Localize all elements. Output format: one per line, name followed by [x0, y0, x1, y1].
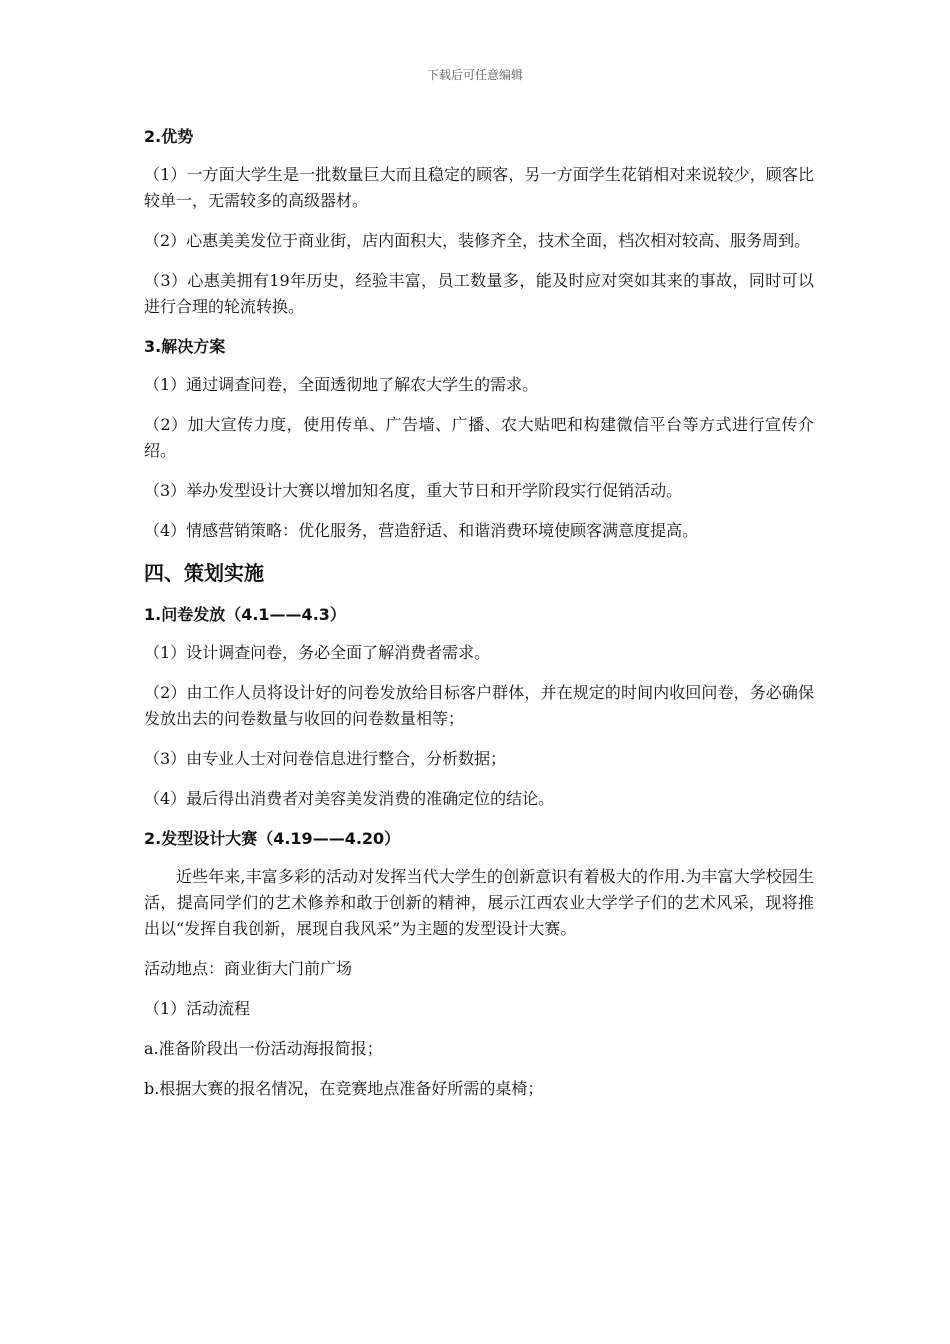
paragraph: 活动地点：商业街大门前广场 — [144, 959, 353, 978]
section-heading-questionnaire: 1.问卷发放（4.1——4.3） — [144, 605, 346, 624]
paragraph: b.根据大赛的报名情况，在竞赛地点准备好所需的桌椅； — [144, 1079, 544, 1098]
section-heading-contest: 2.发型设计大赛（4.19——4.20） — [144, 829, 401, 848]
chapter-heading-implementation: 四、策划实施 — [144, 561, 264, 585]
paragraph: （3）举办发型设计大赛以增加知名度，重大节日和开学阶段实行促销活动。 — [144, 481, 683, 500]
paragraph: （2）由工作人员将设计好的问卷发放给目标客户群体，并在规定的时间内收回问卷，务必确保发放出去的问卷数量与收回的问卷数量相等； — [144, 683, 814, 728]
paragraph: （4）最后得出消费者对美容美发消费的准确定位的结论。 — [144, 789, 555, 808]
section-heading-solutions: 3.解决方案 — [144, 337, 226, 356]
paragraph: a.准备阶段出一份活动海报简报； — [144, 1039, 383, 1058]
paragraph: （2）加大宣传力度，使用传单、广告墙、广播、农大贴吧和构建微信平台等方式进行宣传介绍。 — [144, 415, 814, 460]
paragraph: 近些年来,丰富多彩的活动对发挥当代大学生的创新意识有着极大的作用.为丰富大学校园生活，提高同学们的艺术修养和敢于创新的精神，展示江西农业大学学子们的艺术风采，现将推出以“发挥自我创新，展现自我风采”为主题的发型设计大赛。 — [144, 867, 814, 938]
paragraph: （4）情感营销策略：优化服务，营造舒适、和谐消费环境使顾客满意度提高。 — [144, 521, 699, 540]
paragraph: （1）设计调查问卷，务必全面了解消费者需求。 — [144, 643, 491, 662]
paragraph: （1）活动流程 — [144, 999, 251, 1018]
paragraph: （1）通过调查问卷，全面透彻地了解农大学生的需求。 — [144, 375, 539, 394]
page-header: 下载后可任意编辑 — [426, 68, 523, 82]
document-body — [144, 124, 814, 1116]
paragraph: （3）心惠美拥有19年历史，经验丰富，员工数量多，能及时应对突如其来的事故，同时可以进行合理的轮流转换。 — [144, 271, 814, 316]
paragraph: （1）一方面大学生是一批数量巨大而且稳定的顾客，另一方面学生花销相对来说较少，顾客比较单一，无需较多的高级器材。 — [144, 165, 814, 210]
paragraph: （2）心惠美美发位于商业街，店内面积大，装修齐全，技术全面，档次相对较高、服务周到。 — [144, 231, 811, 250]
section-heading-advantages: 2.优势 — [144, 127, 194, 146]
paragraph: （3）由专业人士对问卷信息进行整合，分析数据； — [144, 749, 507, 768]
